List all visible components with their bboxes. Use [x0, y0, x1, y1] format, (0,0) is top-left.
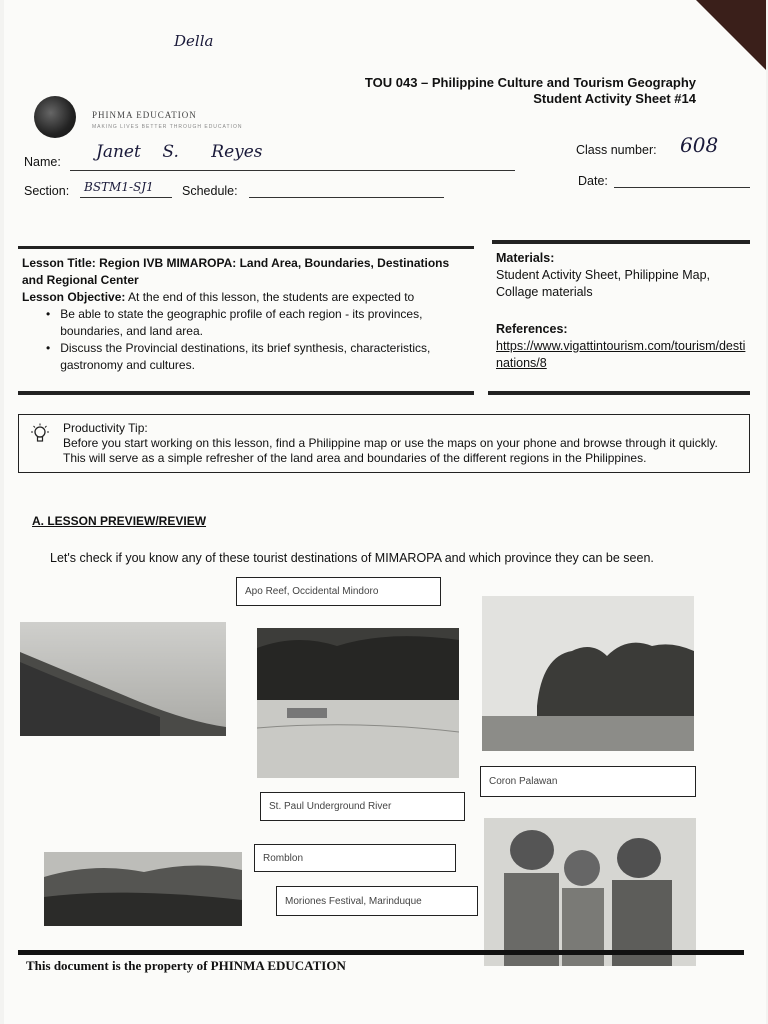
divider [488, 391, 750, 395]
coastline-photo [20, 622, 226, 736]
romblon-label[interactable]: Romblon [254, 844, 456, 872]
lesson-objective-label: Lesson Objective: [22, 290, 126, 304]
activity-sheet [4, 0, 766, 1024]
lesson-block [22, 255, 472, 374]
date-label: Date: [578, 174, 608, 188]
handwritten-note: Della [174, 32, 214, 50]
objective-bullet: Be able to state the geographic profile of each region - its provinces, boundaries, and land area. [60, 307, 423, 338]
section-a-intro: Let's check if you know any of these tourist destinations of MIMAROPA and which province they can be seen. [50, 551, 654, 565]
st-paul-label[interactable]: St. Paul Underground River [260, 792, 465, 821]
list-item [22, 306, 472, 340]
name-line [70, 170, 515, 171]
sheet-title: Student Activity Sheet #14 [533, 91, 696, 106]
logo-text: PHINMA EDUCATION [92, 110, 197, 120]
coron-photo [482, 596, 694, 751]
romblon-photo [44, 852, 242, 926]
apo-reef-label[interactable]: Apo Reef, Occidental Mindoro [236, 577, 441, 606]
bullet-icon: • [46, 341, 51, 355]
tip-title: Productivity Tip: [63, 421, 148, 435]
date-field[interactable] [614, 187, 750, 188]
schedule-label: Schedule: [182, 184, 238, 198]
logo-subtext: MAKING LIVES BETTER THROUGH EDUCATION [92, 124, 243, 130]
footer-divider [18, 950, 744, 955]
name-label: Name: [24, 155, 61, 169]
bullet-icon: • [46, 307, 51, 321]
section-field[interactable]: BSTM1-SJ1 [84, 180, 154, 194]
lesson-title-label: Lesson Title: [22, 256, 96, 270]
tip-body: Before you start working on this lesson, find a Philippine map or use the maps on your phone and browse through it quickly. This will serve as a simple refresher of the land area and boundaries of the different regions in the Philippines. [63, 436, 718, 465]
list-item [22, 340, 472, 374]
class-number-label: Class number: [576, 143, 657, 157]
productivity-tip-box [18, 414, 750, 473]
class-number-field[interactable]: 608 [680, 133, 719, 157]
lesson-objective-value: At the end of this lesson, the students are expected to [128, 290, 415, 304]
materials-block [496, 250, 746, 372]
materials-label: Materials: [496, 251, 555, 265]
phinma-logo-icon [34, 96, 76, 138]
objective-bullet: Discuss the Provincial destinations, its brief synthesis, characteristics, gastronomy and cultures. [60, 341, 431, 372]
lightbulb-icon [29, 423, 51, 445]
lesson-title-value: Region IVB MIMAROPA: Land Area, Boundaries, Destinations and Regional Center [22, 256, 450, 287]
name-field[interactable]: Janet S. Reyes [96, 142, 263, 162]
footer-text: This document is the property of PHINMA EDUCATION [26, 958, 346, 973]
lesson-title [22, 255, 472, 289]
section-line [80, 197, 172, 198]
divider [18, 391, 474, 395]
page-corner [696, 0, 766, 70]
lesson-objective [22, 289, 472, 306]
section-a-heading: A. LESSON PREVIEW/REVIEW [32, 514, 207, 528]
divider [492, 240, 750, 244]
materials-value: Student Activity Sheet, Philippine Map, Collage materials [496, 268, 711, 299]
moriones-label[interactable]: Moriones Festival, Marinduque [276, 886, 478, 916]
underground-river-photo [257, 628, 459, 778]
references-link[interactable]: https://www.vigattintourism.com/tourism/destinations/8 [496, 339, 746, 370]
references-label: References: [496, 322, 568, 336]
divider [18, 246, 474, 249]
section-label: Section: [24, 184, 70, 198]
course-title: TOU 043 – Philippine Culture and Tourism Geography [364, 75, 696, 90]
coron-label[interactable]: Coron Palawan [480, 766, 696, 797]
moriones-photo [484, 818, 696, 966]
schedule-field[interactable] [249, 197, 444, 198]
